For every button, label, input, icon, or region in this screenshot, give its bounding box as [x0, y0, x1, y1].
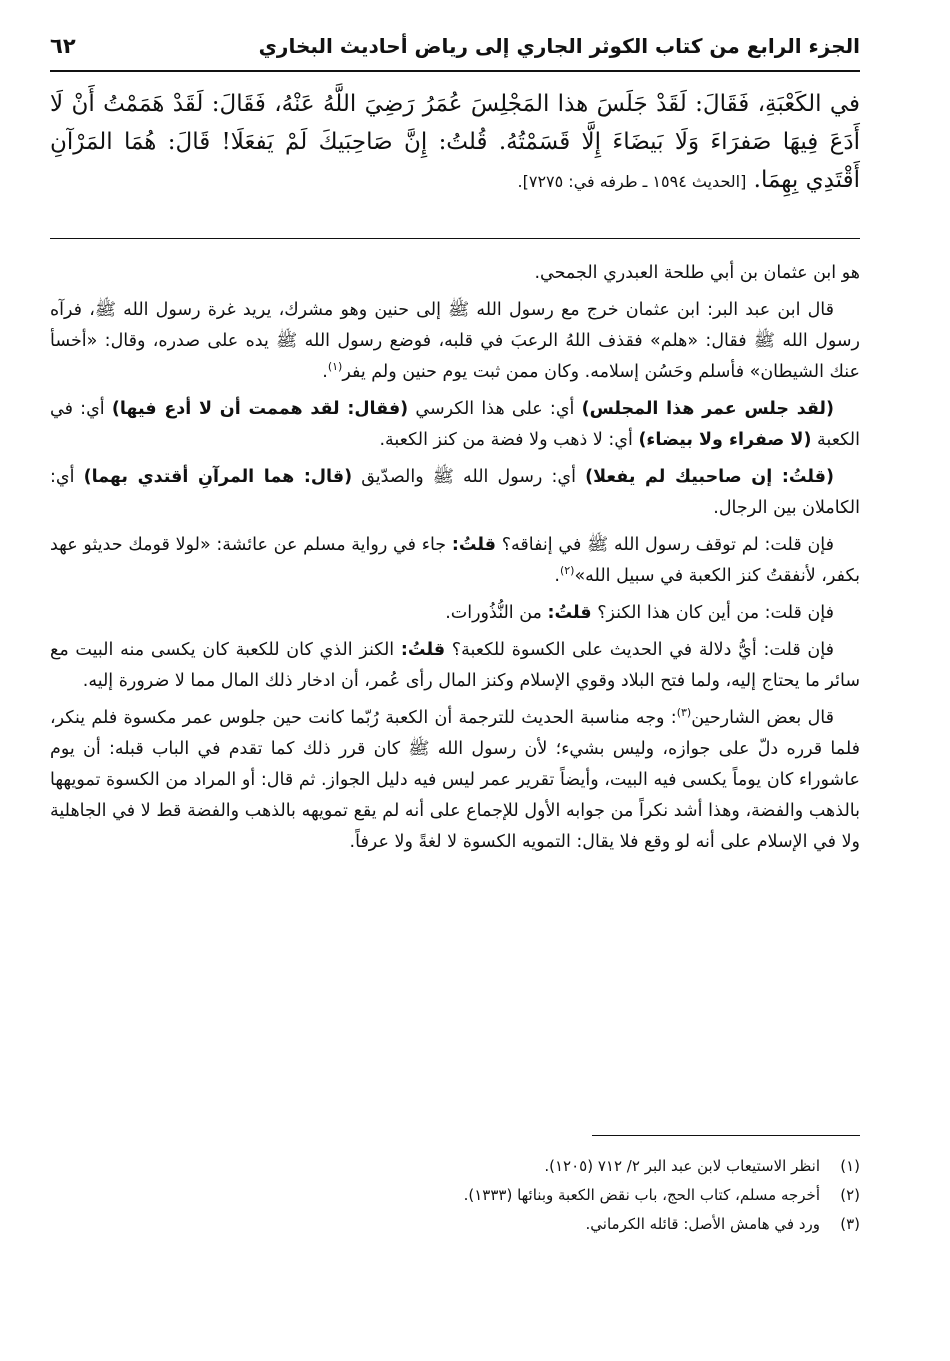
commentary-paragraph-1: هو ابن عثمان بن أبي طلحة العبدري الجمحي. — [534, 263, 860, 283]
commentary-paragraph-6: فإن قلت: من أين كان هذا الكنز؟ قلتُ: من النُّذُورات. — [445, 603, 834, 623]
footnote-text: انظر الاستيعاب لابن عبد البر ٢/ ٧١٢ (١٢٠٥). — [544, 1157, 820, 1175]
commentary-paragraph-4: (قلتُ: إن صاحبيك لم يفعلا) أي: رسول الله ﷺ والصدّيق (قال: هما المرآنِ أقتدي بهما) أي: الكاملان بين الرجال. — [50, 467, 860, 518]
commentary-paragraph-7: فإن قلت: أيُّ دلالة في الحديث على الكسوة للكعبة؟ قلتُ: الكنز الذي كان للكعبة كان يكسى منه البيت مع سائر ما يحتاج إليه، ولما فتح البلاد وقوي الإسلام وكنز المال رأى عُمر، أن ادخار ذلك المال مما لا ضرورة إليه. — [50, 640, 860, 691]
quoted-phrase: (فقال: لقد هممت أن لا أدع فيها) — [111, 399, 409, 419]
section-divider — [50, 238, 860, 239]
commentary-block — [50, 258, 860, 864]
footnote-marker-3[interactable]: (٣) — [676, 706, 692, 720]
footnote-item — [50, 1181, 860, 1210]
footnote-item — [50, 1152, 860, 1181]
commentary-paragraph-2: قال ابن عبد البر: ابن عثمان خرج مع رسول الله ﷺ إلى حنين وهو مشرك، يريد غرة رسول الله ﷺ، فرآه رسول الله ﷺ فقال: «هلم» فقذف اللهُ الرعبَ في قلبه، فوضع رسول الله ﷺ يده على صدره، وقال: «أخسأ عنك الشيطان» فأسلم وحَسُن إسلامه. وكان ممن ثبت يوم حنين ولم يفر$^{(١)}$. — [50, 300, 860, 382]
quoted-phrase: (قال: هما المرآنِ أقتدي بهما) — [83, 467, 353, 487]
footnote-marker-1[interactable]: (١) — [327, 360, 343, 374]
hadith-text: في الكَعْبَةِ، فَقَالَ: لَقَدْ جَلَسَ هذا المَجْلِسَ عُمَرُ رَضِيَ اللَّهُ عَنْهُ، فَقَالَ: لَقَدْ هَمَمْتُ أَنْ لَا أَدَعَ فِيهَا صَفرَاءَ وَلَا بَيضَاءَ إِلَّا قَسَمْتُهُ. قُلتُ: إِنَّ صَاحِبَيكَ لَمْ يَفعَلَا! قَالَ: هُمَا المَرْآنِ أَقْتَدِي بِهِمَا. — [50, 91, 860, 193]
commentary-paragraph-5: فإن قلت: لم توقف رسول الله ﷺ في إنفاقه؟ قلتُ: جاء في رواية مسلم عن عائشة: «لولا قومك حديثو عهد بكفر، لأنفقتُ كنز الكعبة في سبيل الله»$^{(٢)}$. — [50, 535, 860, 586]
footnote-text: أخرجه مسلم، كتاب الحج، باب نقض الكعبة وبنائها (١٣٣٣). — [463, 1186, 820, 1204]
footnote-text: ورد في هامش الأصل: قائله الكرماني. — [585, 1215, 820, 1233]
answer-marker: قلتُ: — [400, 640, 446, 660]
commentary-paragraph-3: (لقد جلس عمر هذا المجلس) أي: على هذا الكرسي (فقال: لقد هممت أن لا أدع فيها) أي: في الكعبة (لا صفراء ولا بيضاء) أي: لا ذهب ولا فضة من كنز الكعبة. — [50, 399, 860, 450]
running-title: الجزء الرابع من كتاب الكوثر الجاري إلى رياض أحاديث البخاري — [258, 34, 860, 58]
quoted-phrase: (لا صفراء ولا بيضاء) — [638, 430, 812, 450]
footnote-item — [50, 1210, 860, 1239]
hadith-text-block — [50, 85, 860, 201]
page-number: ٦٢ — [50, 34, 76, 58]
quoted-phrase: (قلتُ: إن صاحبيك لم يفعلا) — [585, 467, 834, 487]
hadith-reference: [الحديث ١٥٩٤ ـ طرفه في: ٧٢٧٥]. — [517, 172, 747, 191]
commentary-paragraph-8: قال بعض الشارحين$^{(٣)}$: وجه مناسبة الحديث للترجمة أن الكعبة رُبّما كانت حين جلوس عمر مكسوة فلم ينكر، فلما قرره دلّ على جوازه، وليس بشيء؛ لأن رسول الله ﷺ كان قرر ذلك كما تقدم في الباب قبله: أن يوم عاشوراء كان يوماً يكسى فيه البيت، وأيضاً تقرير عمر ليس فيه دليل الجواز. ثم قال: أو المراد من الكسوة تمويهها بالذهب والفضة، وهذا أشد نكراً من جوابه الأول للإجماع على أنه لم يقع تمويهه بالذهب والفضة قط لا في الجاهلية ولا في الإسلام على أنه لو وقع فلا يقال: التمويه الكسوة لا لغةً ولا عرفاً. — [50, 706, 860, 852]
quoted-phrase: (لقد جلس عمر هذا المجلس) — [581, 399, 834, 419]
running-header — [50, 28, 860, 64]
answer-marker: قلتُ: — [547, 603, 592, 623]
footnote-marker-2[interactable]: (٢) — [559, 564, 575, 578]
footnote-number: (٣) — [840, 1215, 860, 1233]
answer-marker: قلتُ: — [451, 535, 496, 555]
header-divider — [50, 70, 860, 72]
footnote-divider — [592, 1135, 860, 1136]
footnote-number: (٢) — [840, 1186, 860, 1204]
footnotes-block — [50, 1152, 860, 1239]
footnote-number: (١) — [840, 1157, 860, 1175]
